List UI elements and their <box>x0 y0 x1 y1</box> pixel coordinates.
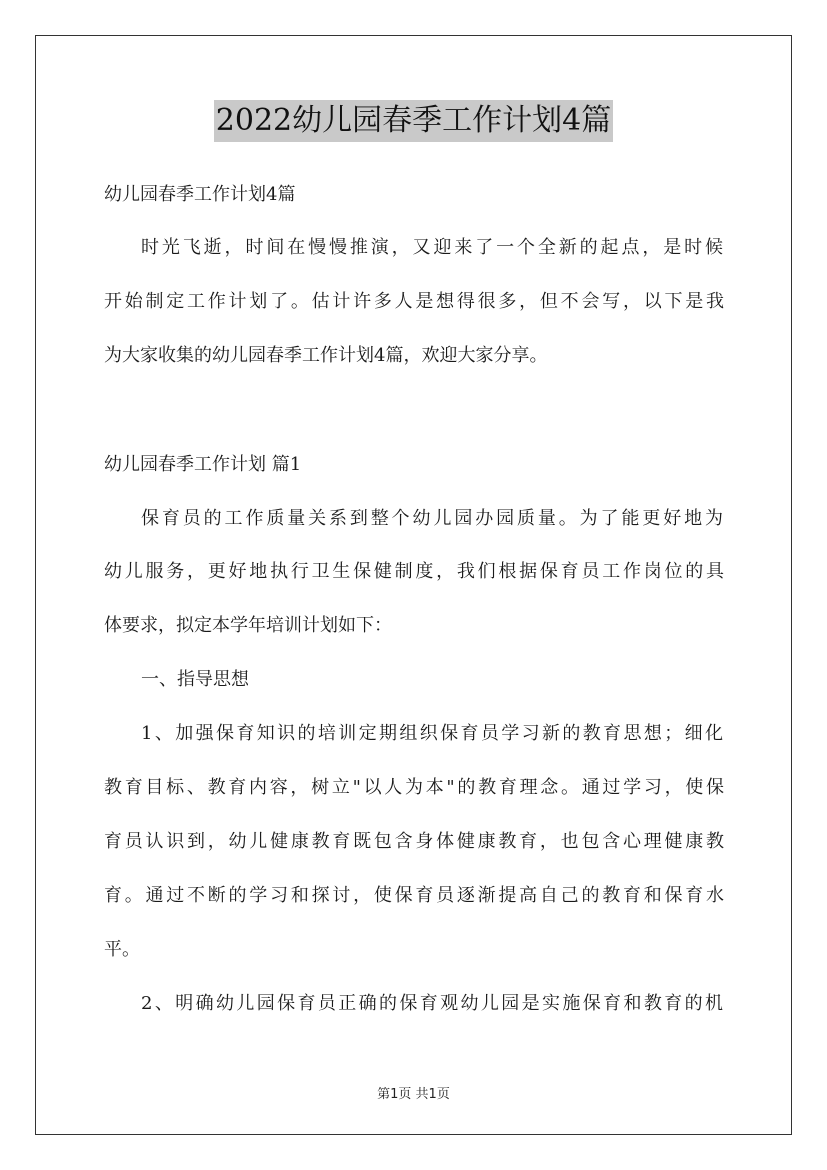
title-container <box>0 100 827 142</box>
body-line: 一、指导思想 <box>141 669 249 690</box>
body-line: 时光飞逝，时间在慢慢推演，又迎来了一个全新的起点，是时候 <box>141 237 723 258</box>
body-line: 育。通过不断的学习和探讨，使保育员逐渐提高自己的教育和保育水 <box>104 885 724 906</box>
body-line: 体要求，拟定本学年培训计划如下： <box>104 615 392 636</box>
body-line: 幼儿服务，更好地执行卫生保健制度，我们根据保育员工作岗位的具 <box>104 561 724 582</box>
document-title: 2022幼儿园春季工作计划4篇 <box>214 100 613 142</box>
body-line: 育员认识到，幼儿健康教育既包含身体健康教育，也包含心理健康教 <box>104 831 724 852</box>
body-line: 2、明确幼儿园保育员正确的保育观幼儿园是实施保育和教育的机 <box>141 993 723 1014</box>
body-line: 教育目标、教育内容，树立"以人为本"的教育理念。通过学习，使保 <box>104 777 724 798</box>
body-line: 为大家收集的幼儿园春季工作计划4篇，欢迎大家分享。 <box>104 345 548 366</box>
body-line: 平。 <box>104 939 140 960</box>
body-line: 开始制定工作计划了。估计许多人是想得很多，但不会写，以下是我 <box>104 291 724 312</box>
body-line: 1、加强保育知识的培训定期组织保育员学习新的教育思想；细化 <box>141 723 723 744</box>
body-line: 幼儿园春季工作计划 篇1 <box>104 454 302 475</box>
page-footer: 第1页 共1页 <box>377 1087 450 1102</box>
body-line: 保育员的工作质量关系到整个幼儿园办园质量。为了能更好地为 <box>141 508 723 529</box>
body-line: 幼儿园春季工作计划4篇 <box>104 184 296 205</box>
